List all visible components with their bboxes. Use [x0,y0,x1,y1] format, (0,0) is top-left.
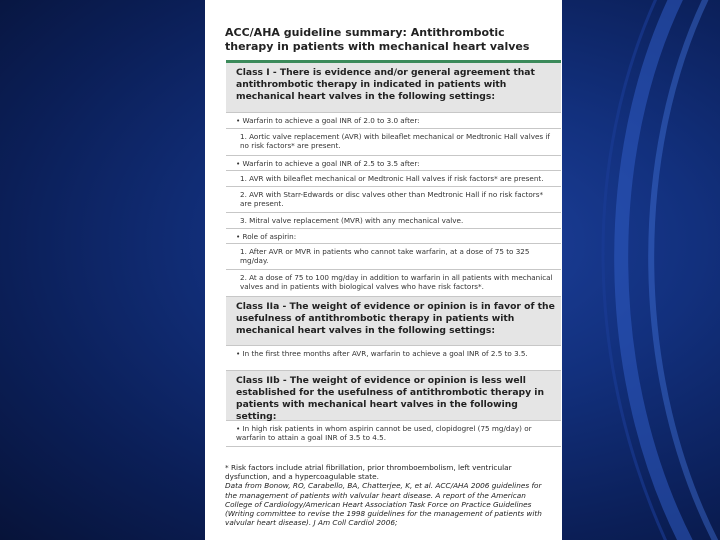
citation: Data from Bonow, RO, Carabello, BA, Chatterjee, K, et al. ACC/AHA 2006 guidelines for the management of patients with valvular heart disease. A report of the American College of Cardiology/American Heart Association Task Force on Practice Guidelines (Writing committee to revise the 1998 guidelines for the management of patients with valvular heart disease). J Am Coll Cardiol 2006; [225,481,542,528]
class-2b-header: Class IIb - The weight of evidence or opinion is less well established for the usefulness of antithrombotic therapy in patients with mechanical heart valves in the following setting: [226,371,561,421]
class-1-item: • Warfarin to achieve a goal INR of 2.5 to 3.5 after: [226,156,561,171]
class-2a-header: Class IIa - The weight of evidence or opinion is in favor of the usefulness of antithrombotic therapy in patients with mechanical heart valves in the following settings: [226,297,561,346]
guideline-table [226,60,561,447]
class-1-header: Class I - There is evidence and/or general agreement that antithrombotic therapy in indicated in patients with mechanical heart valves in the following settings: [226,63,561,113]
class-1-item: • Warfarin to achieve a goal INR of 2.0 to 3.0 after: [226,113,561,129]
class-2b-item: • In high risk patients in whom aspirin cannot be used, clopidogrel (75 mg/day) or warfarin to attain a goal INR of 3.5 to 4.5. [226,421,561,447]
page-title: ACC/AHA guideline summary: Antithrombotic therapy in patients with mechanical heart valves [225,26,530,53]
guideline-page [205,0,562,540]
class-2a-item: • In the first three months after AVR, warfarin to achieve a goal INR of 2.5 to 3.5. [226,346,561,371]
class-1-item: 2. AVR with Starr-Edwards or disc valves other than Medtronic Hall if no risk factors* are present. [226,187,561,213]
class-1-item: 2. At a dose of 75 to 100 mg/day in addition to warfarin in all patients with mechanical valves and in patients with biological valves who have risk factors*. [226,270,561,297]
class-1-item: 1. After AVR or MVR in patients who cannot take warfarin, at a dose of 75 to 325 mg/day. [226,244,561,270]
class-1-item: 3. Mitral valve replacement (MVR) with any mechanical valve. [226,213,561,229]
class-1-item: 1. AVR with bileaflet mechanical or Medtronic Hall valves if risk factors* are present. [226,171,561,187]
class-1-item: 1. Aortic valve replacement (AVR) with bileaflet mechanical or Medtronic Hall valves if no risk factors* are present. [226,129,561,156]
class-1-item: • Role of aspirin: [226,229,561,244]
footnotes [225,463,550,527]
risk-factor-footnote: * Risk factors include atrial fibrillation, prior thromboembolism, left ventricular dysfunction, and a hypercoagulable state. [225,463,512,482]
decorative-swoosh [560,0,720,540]
